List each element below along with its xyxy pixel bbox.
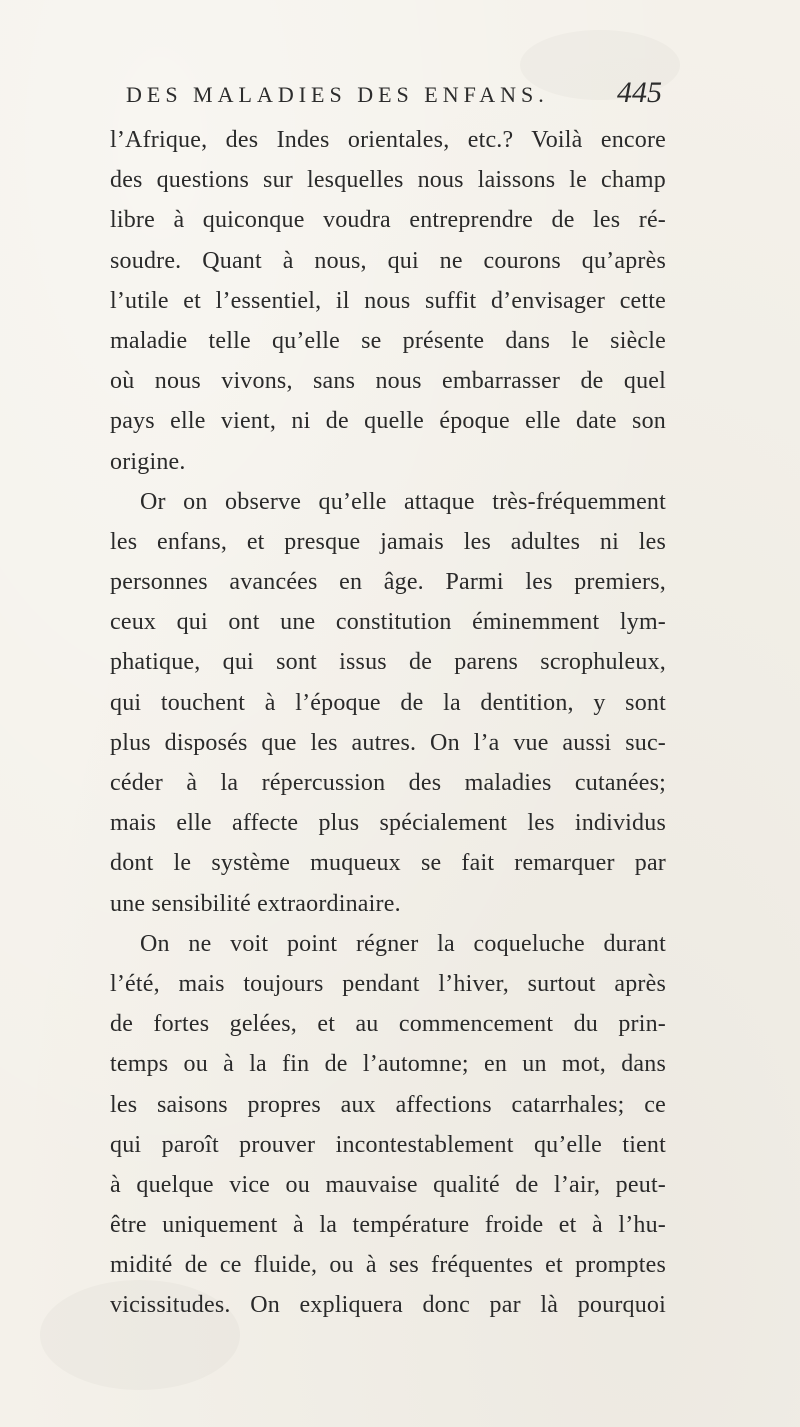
text-line: des questions sur lesquelles nous laissons le champ: [110, 167, 666, 194]
text-line: l’utile et l’essentiel, il nous suffit d’envisager cette: [110, 287, 666, 314]
page-number: 445: [617, 76, 662, 109]
text-line: où nous vivons, sans nous embarrasser de quel: [110, 368, 666, 395]
text-line: soudre. Quant à nous, qui ne courons qu’après: [110, 247, 666, 274]
text-line: plus disposés que les autres. On l’a vue aussi suc-: [110, 729, 666, 756]
text-line: personnes avancées en âge. Parmi les premiers,: [110, 569, 666, 596]
text-line: de fortes gelées, et au commencement du prin-: [110, 1011, 666, 1038]
text-line: à quelque vice ou mauvaise qualité de l’air, peut-: [110, 1171, 666, 1198]
paragraph-end-line: origine.: [110, 448, 186, 475]
paragraph-start-line: On ne voit point régner la coqueluche durant: [140, 930, 666, 957]
text-line: les saisons propres aux affections catarrhales; ce: [110, 1091, 666, 1118]
text-line: dont le système muqueux se fait remarquer par: [110, 850, 666, 877]
page-header: [100, 76, 660, 112]
text-line: céder à la répercussion des maladies cutanées;: [110, 770, 666, 796]
text-line: maladie telle qu’elle se présente dans le siècle: [110, 327, 666, 354]
text-line: l’Afrique, des Indes orientales, etc.? Voilà encore: [110, 127, 666, 153]
text-line: pays elle vient, ni de quelle époque elle date son: [110, 408, 666, 435]
paragraph-end-line: une sensibilité extraordinaire.: [110, 890, 401, 917]
text-line: phatique, qui sont issus de parens scrophuleux,: [110, 649, 666, 676]
running-head: DES MALADIES DES ENFANS.: [126, 82, 549, 107]
text-line: vicissitudes. On expliquera donc par là pourquoi: [110, 1292, 666, 1319]
text-line: être uniquement à la température froide et à l’hu-: [110, 1212, 666, 1239]
text-line: midité de ce fluide, ou à ses fréquentes et promptes: [110, 1252, 666, 1279]
text-line: temps ou à la fin de l’automne; en un mot, dans: [110, 1051, 666, 1078]
text-line: mais elle affecte plus spécialement les individus: [110, 810, 666, 837]
text-line: qui paroît prouver incontestablement qu’elle tient: [110, 1131, 666, 1158]
text-line: qui touchent à l’époque de la dentition, y sont: [110, 689, 666, 716]
paragraph-start-line: Or on observe qu’elle attaque très-fréquemment: [140, 488, 666, 515]
text-line: l’été, mais toujours pendant l’hiver, surtout après: [110, 970, 666, 997]
body-text: [110, 120, 666, 1326]
text-line: libre à quiconque voudra entreprendre de les ré-: [110, 207, 666, 234]
text-line: ceux qui ont une constitution éminemment lym-: [110, 609, 666, 636]
text-line: les enfans, et presque jamais les adultes ni les: [110, 528, 666, 555]
